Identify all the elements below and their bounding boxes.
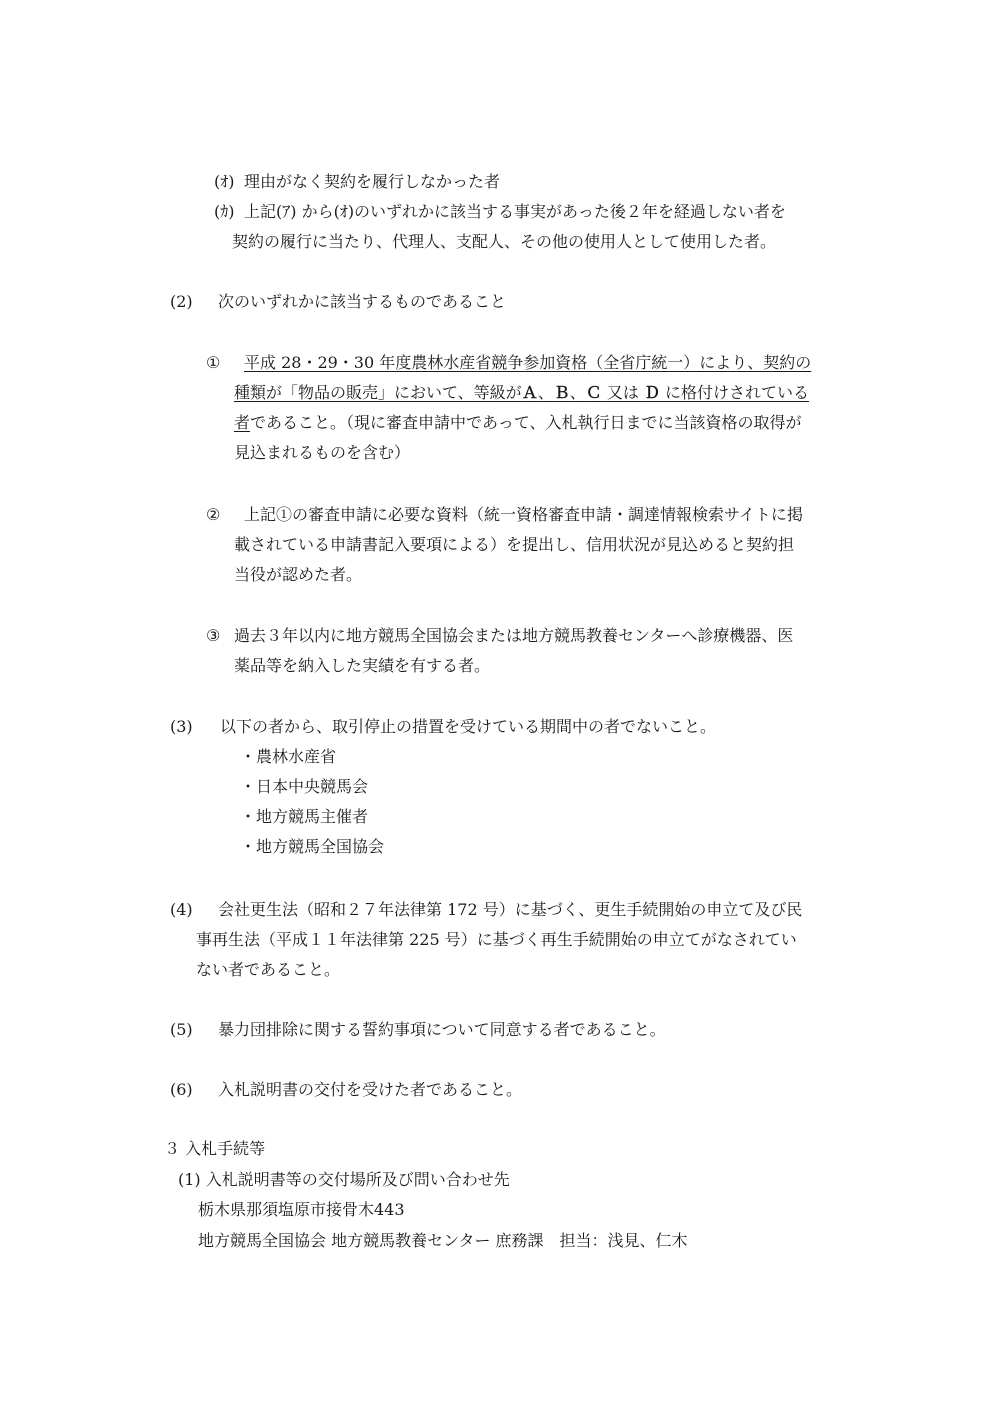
item2-c3-line2: 薬品等を納入した実績を有する者。 <box>234 656 491 675</box>
section3-contact: 地方競馬全国協会 地方競馬教養センター 庶務課 担当：浅見、仁木 <box>198 1231 688 1250</box>
grade-a: Ａ <box>521 383 538 402</box>
item2-c1-line3-underlined: 者 <box>234 413 251 432</box>
section3-heading: ３ 入札手続等 <box>164 1139 266 1158</box>
item3-number: (3) <box>170 717 193 736</box>
grade-d: Ｄ <box>643 383 660 402</box>
item2-c1-line2-tail: に格付けされている <box>659 383 810 402</box>
item2-c1-line1-text: 平成 28・29・30 年度農林水産省競争参加資格（全省庁統一）により、契約の <box>244 353 812 372</box>
item4-line2: 事再生法（平成１１年法律第 225 号）に基づく再生手続開始の申立てがなされてい <box>196 930 797 949</box>
item3-bullet-3: ・地方競馬主催者 <box>240 807 369 826</box>
grade-b: Ｂ <box>553 383 570 402</box>
item2-c2-marker: ② <box>206 505 221 524</box>
item2-c2-line3: 当役が認めた者。 <box>234 565 363 584</box>
grade-c: Ｃ <box>585 383 602 402</box>
item2-c3-marker: ③ <box>206 626 221 645</box>
item4-number: (4) <box>170 900 193 919</box>
item2-c2-line2: 載されている申請書記入要項による）を提出し、信用状況が見込めると契約担 <box>234 535 795 554</box>
conjunction: 又は <box>601 383 644 402</box>
item2-c1-line2 <box>234 383 809 403</box>
separator: 、 <box>537 383 554 402</box>
item4-line3: ない者であること。 <box>196 960 341 979</box>
item2-c2-line1: 上記①の審査申請に必要な資料（統一資格審査申請・調達情報検索サイトに掲 <box>244 505 803 524</box>
separator: 、 <box>569 383 586 402</box>
item3-bullet-1: ・農林水産省 <box>240 747 337 766</box>
item6-text: 入札説明書の交付を受けた者であること。 <box>218 1080 523 1099</box>
item2-heading: 次のいずれかに該当するものであること <box>218 292 507 311</box>
sub-item-ka-line1: 上記(ｱ) から(ｵ)のいずれかに該当する事実があった後２年を経過しない者を <box>244 202 786 221</box>
item2-c3-line1: 過去３年以内に地方競馬全国協会または地方競馬教養センターへ診療機器、医 <box>234 626 794 645</box>
sub-item-o-text: 理由がなく契約を履行しなかった者 <box>244 172 501 191</box>
item2-number: (2) <box>170 292 193 311</box>
item2-c1-line1 <box>244 353 811 373</box>
sub-item-o-marker: (ｵ) <box>214 172 235 191</box>
item4-line1: 会社更生法（昭和２７年法律第 172 号）に基づく、更生手続開始の申立て及び民 <box>218 900 803 919</box>
section3-address: 栃木県那須塩原市接骨木443 <box>198 1200 405 1219</box>
item5-number: (5) <box>170 1020 193 1039</box>
item3-bullet-2: ・日本中央競馬会 <box>240 777 369 796</box>
item2-c1-line3 <box>234 413 802 433</box>
sub-item-ka-marker: (ｶ) <box>214 202 235 221</box>
item2-c1-line3-rest: であること。（現に審査申請中であって、入札執行日までに当該資格の取得が <box>250 413 802 432</box>
item3-bullet-4: ・地方競馬全国協会 <box>240 837 385 856</box>
item5-text: 暴力団排除に関する誓約事項について同意する者であること。 <box>218 1020 666 1039</box>
item2-c1-marker: ① <box>206 353 221 372</box>
item6-number: (6) <box>170 1080 193 1099</box>
item2-c1-line4: 見込まれるものを含む） <box>234 443 411 462</box>
section3-sub1-heading: (1) 入札説明書等の交付場所及び問い合わせ先 <box>178 1170 510 1189</box>
item3-heading: 以下の者から、取引停止の措置を受けている期間中の者でないこと。 <box>220 717 717 736</box>
item2-c1-line2-text: 種類が「物品の販売」において、等級が <box>234 383 522 402</box>
sub-item-ka-line2: 契約の履行に当たり、代理人、支配人、その他の使用人として使用した者。 <box>232 232 777 251</box>
